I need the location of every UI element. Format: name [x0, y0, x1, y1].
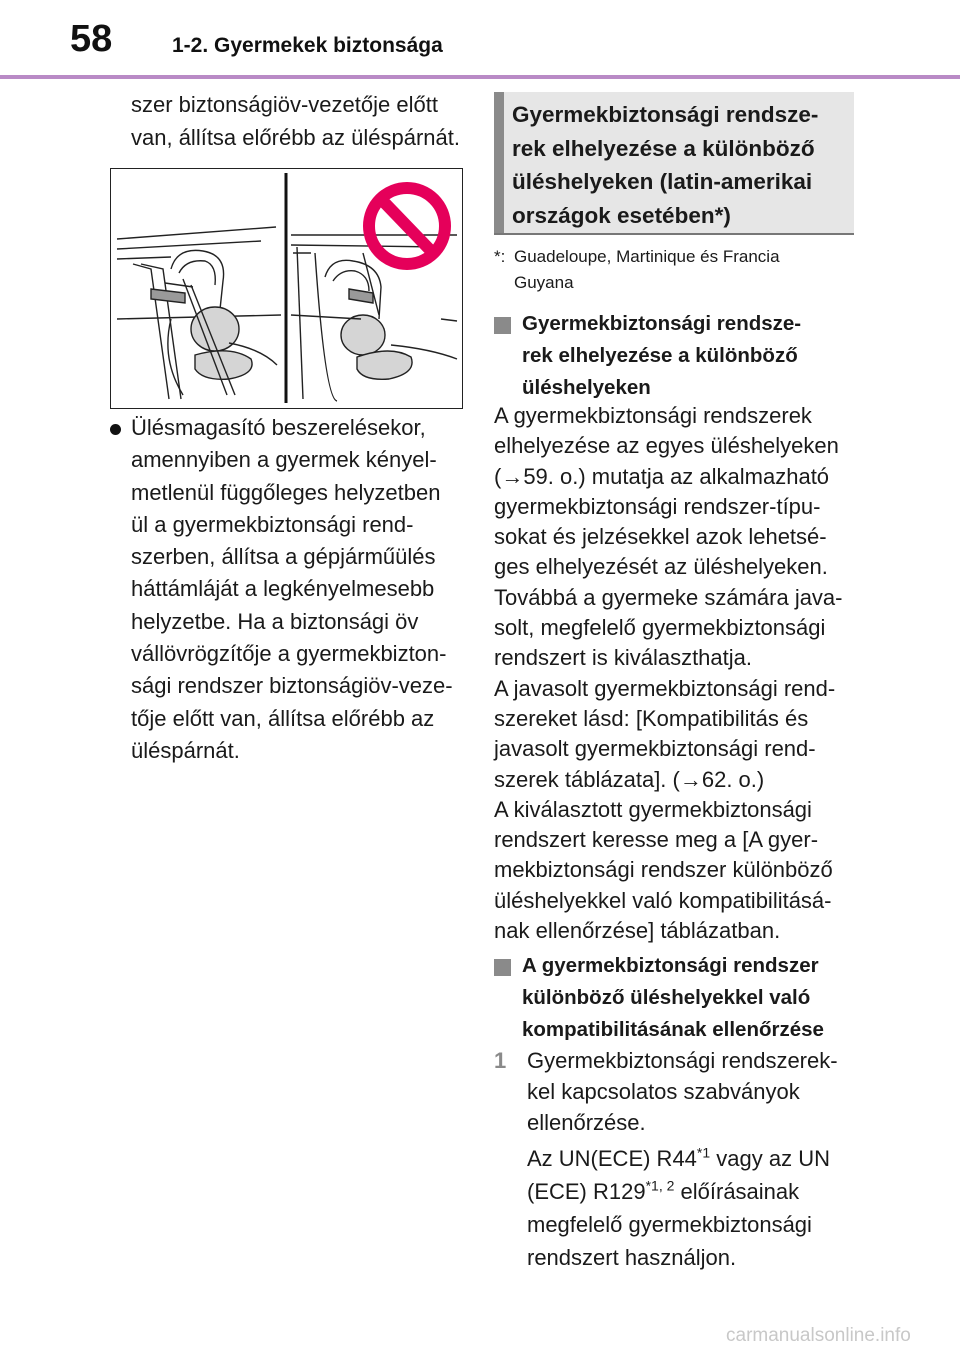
heading-line: üléshelyeken (latin-amerikai: [512, 169, 813, 194]
body-line: javasolt gyermekbiztonsági rend-: [494, 736, 816, 762]
body-line: A gyermekbiztonsági rendszerek: [494, 403, 812, 428]
footnote-line: Guyana: [514, 273, 574, 292]
step-line: kel kapcsolatos szabványok: [527, 1079, 800, 1104]
heading-line: országok esetében*): [512, 202, 731, 228]
left-intro: [110, 88, 465, 154]
bullet-line: helyzetbe. Ha a biztonsági öv: [131, 608, 419, 634]
body-line: mekbiztonsági rendszer különböző: [494, 857, 833, 883]
footnote-line: Guadeloupe, Martinique és Francia: [514, 247, 780, 266]
body-line: solt, megfelelő gyermekbiztonsági: [494, 615, 826, 641]
body-line: (→59. o.) mutatja az alkalmazható: [494, 463, 830, 489]
step-detail-text: rendszert használjon.: [527, 1245, 737, 1270]
section-title: 1-2. Gyermekek biztonsága: [172, 34, 443, 57]
bullet-line: üléspárnát.: [131, 737, 240, 763]
body-line: szereket lásd: [Kompatibilitás és: [494, 705, 809, 731]
bullet-line: vállövrögzítője a gyermekbizton-: [131, 641, 447, 667]
body-line: üléshelyekkel való kompatibilitásá-: [494, 887, 832, 913]
left-panel-drawing: [117, 227, 281, 399]
page-number: 58: [70, 18, 113, 60]
subheading-line: különböző üléshelyekkel való: [522, 986, 811, 1009]
page-header: [0, 0, 960, 80]
intro-line: szer biztonságiöv-vezetője előtt: [131, 92, 438, 117]
step-line: ellenőrzése.: [527, 1110, 646, 1135]
footnote-ref: *1: [696, 1144, 711, 1161]
body-line: rendszert keresse meg a [A gyer-: [494, 827, 819, 853]
bullet-line: tője előtt van, állítsa előrébb az: [131, 705, 435, 731]
body-line: szerek táblázata]. (→62. o.): [494, 766, 765, 792]
subheading-placement: [494, 308, 854, 404]
child-seat-illustration: [111, 169, 461, 407]
body-line: A javasolt gyermekbiztonsági rend-: [494, 675, 836, 701]
bullet-line: ül a gyermekbiztonsági rend-: [131, 511, 414, 537]
body-line: gyermekbiztonsági rendszer-típu-: [494, 493, 821, 519]
body-line: A kiválasztott gyermekbiztonsági: [494, 796, 812, 822]
bullet-line: háttámláját a legkényelmesebb: [131, 576, 435, 602]
step-1-detail: [527, 1142, 857, 1274]
heading-line: Gyermekbiztonsági rendsze-: [512, 102, 819, 127]
bullet-paragraph: [110, 412, 470, 767]
bullet-icon: [110, 412, 131, 767]
heading-underline: [494, 233, 854, 235]
step-line: Gyermekbiztonsági rendszerek-: [527, 1048, 838, 1073]
subheading-line: kompatibilitásának ellenőrzése: [522, 1018, 824, 1041]
intro-line: van, állítsa előrébb az üléspárnát.: [131, 125, 460, 150]
step-detail-text: Az UN(ECE) R44: [527, 1146, 697, 1171]
subheading-line: rek elhelyezése a különböző: [522, 344, 798, 367]
bullet-line: amennyiben a gyermek kényel-: [131, 447, 437, 473]
body-line: elhelyezése az egyes üléshelyeken: [494, 433, 839, 459]
subheading-line: Gyermekbiztonsági rendsze-: [522, 312, 802, 335]
step-number: 1: [494, 1048, 507, 1073]
step-detail-text: (ECE) R129: [527, 1179, 646, 1204]
bullet-line: szerben, állítsa a gépjárműülés: [131, 544, 436, 570]
prohibited-icon: [369, 188, 445, 264]
footnote-mark: *:: [494, 247, 506, 266]
body-line: rendszert is kiválaszthatja.: [494, 645, 752, 671]
step-detail-text: vagy az UN: [710, 1146, 830, 1171]
body-line: sokat és jelzésekkel azok lehetsé-: [494, 524, 827, 550]
footnote: [494, 244, 854, 296]
step-detail-text: megfelelő gyermekbiztonsági: [527, 1212, 812, 1237]
bullet-line: sági rendszer biztonságiöv-veze-: [131, 673, 453, 699]
square-bullet-icon: [494, 959, 511, 976]
subheading-line: üléshelyeken: [522, 376, 651, 399]
subheading-line: A gyermekbiztonsági rendszer: [522, 954, 819, 977]
bullet-line: Ülésmagasító beszerelésekor,: [131, 415, 426, 440]
section-heading-box: [494, 92, 854, 235]
step-detail-text: előírásainak: [674, 1179, 800, 1204]
subheading-compatibility: [494, 950, 854, 1046]
illustration-child-seat: [110, 168, 463, 409]
square-bullet-icon: [494, 317, 511, 334]
body-paragraph: [494, 401, 859, 946]
body-line: Továbbá a gyermeke számára java-: [494, 584, 843, 610]
step-1: [494, 1045, 854, 1138]
body-line: ges elhelyezését az üléshelyeken.: [494, 554, 828, 580]
bullet-line: metlenül függőleges helyzetben: [131, 479, 441, 505]
header-divider: [0, 75, 960, 79]
body-line: nak ellenőrzése] táblázatban.: [494, 918, 781, 944]
footnote-ref: *1, 2: [645, 1177, 675, 1194]
watermark: carmanualsonline.info: [726, 1325, 911, 1346]
heading-line: rek elhelyezése a különböző: [512, 135, 815, 161]
